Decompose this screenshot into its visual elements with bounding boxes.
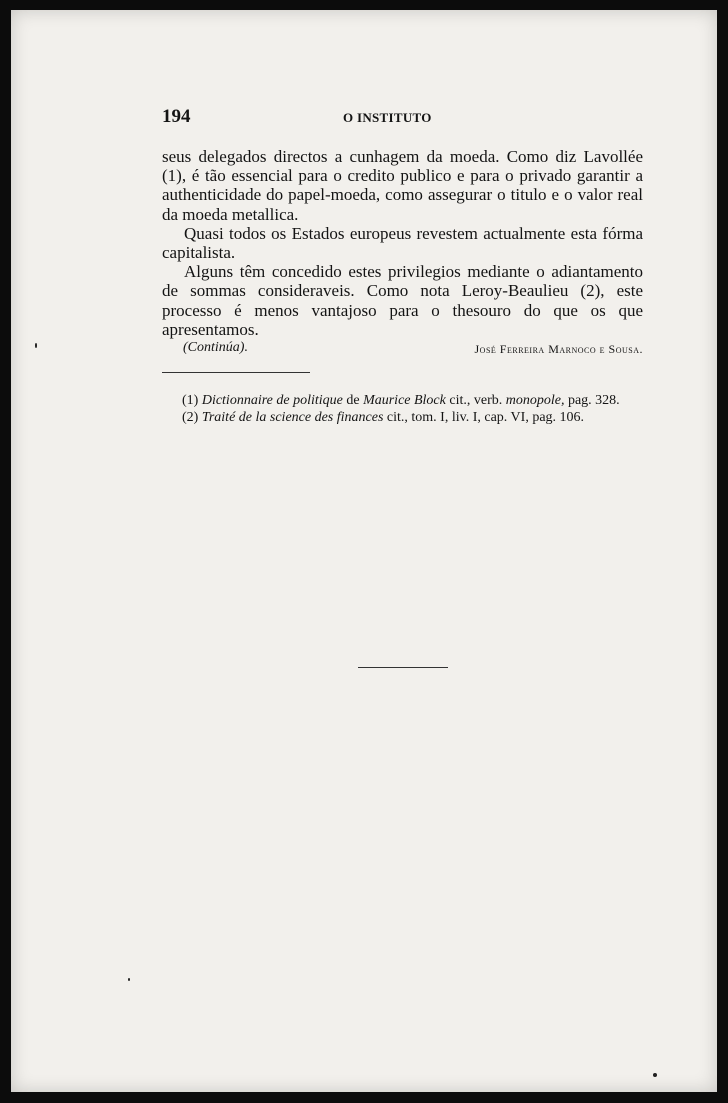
footnote-1-number: (1): [182, 393, 199, 408]
footnote-2-number: (2): [182, 409, 199, 425]
footnote-1-term: monopole,: [505, 393, 565, 408]
paragraph-2: Quasi todos os Estados europeus revestem actualmente esta fórma capitalista.: [162, 223, 643, 263]
footnote-1-title: Dictionnaire de politique: [201, 393, 343, 408]
footnote-1-connector: de: [346, 393, 360, 408]
paper-speck: [653, 1073, 657, 1077]
page-header: [162, 106, 642, 128]
paper-speck: [128, 978, 130, 981]
continua-note: (Continúa).: [183, 340, 248, 355]
footnote-2-title: Traité de la science des finances: [201, 409, 384, 425]
signature-line: [183, 340, 643, 360]
footnote-1-author: Maurice Block: [363, 393, 446, 408]
paper-speck: [35, 343, 37, 348]
page-number: 194: [162, 106, 191, 127]
body-text: [162, 147, 643, 339]
running-title: O INSTITUTO: [343, 110, 432, 125]
footnotes: [162, 393, 643, 426]
paragraph-1: seus delegados directos a cunhagem da moeda. Como diz Lavollée (1), é tão essencial para o credito publico e para o privado garantir a authenticidade do papel-moeda, como assegurar o titulo e o valor real da moeda metallica.: [162, 147, 643, 224]
book-page: [11, 10, 717, 1092]
end-divider: [358, 667, 448, 668]
footnote-2: [162, 410, 643, 427]
paragraph-3: Alguns têm concedido estes privilegios mediante o adiantamento de sommas consideraveis. Como nota Leroy-Beaulieu (2), este processo é menos vantajoso para o thesouro do que os que apresentamos.: [162, 262, 643, 339]
footnote-1: [162, 393, 643, 410]
footnote-1-page: pag. 328.: [567, 393, 620, 408]
footnote-divider: [162, 372, 310, 373]
footnote-2-rest: cit., tom. I, liv. I, cap. VI, pag. 106.: [386, 409, 585, 425]
author-signature: José Ferreira Marnoco e Sousa.: [474, 342, 643, 356]
footnote-1-rest: cit., verb.: [449, 393, 503, 408]
